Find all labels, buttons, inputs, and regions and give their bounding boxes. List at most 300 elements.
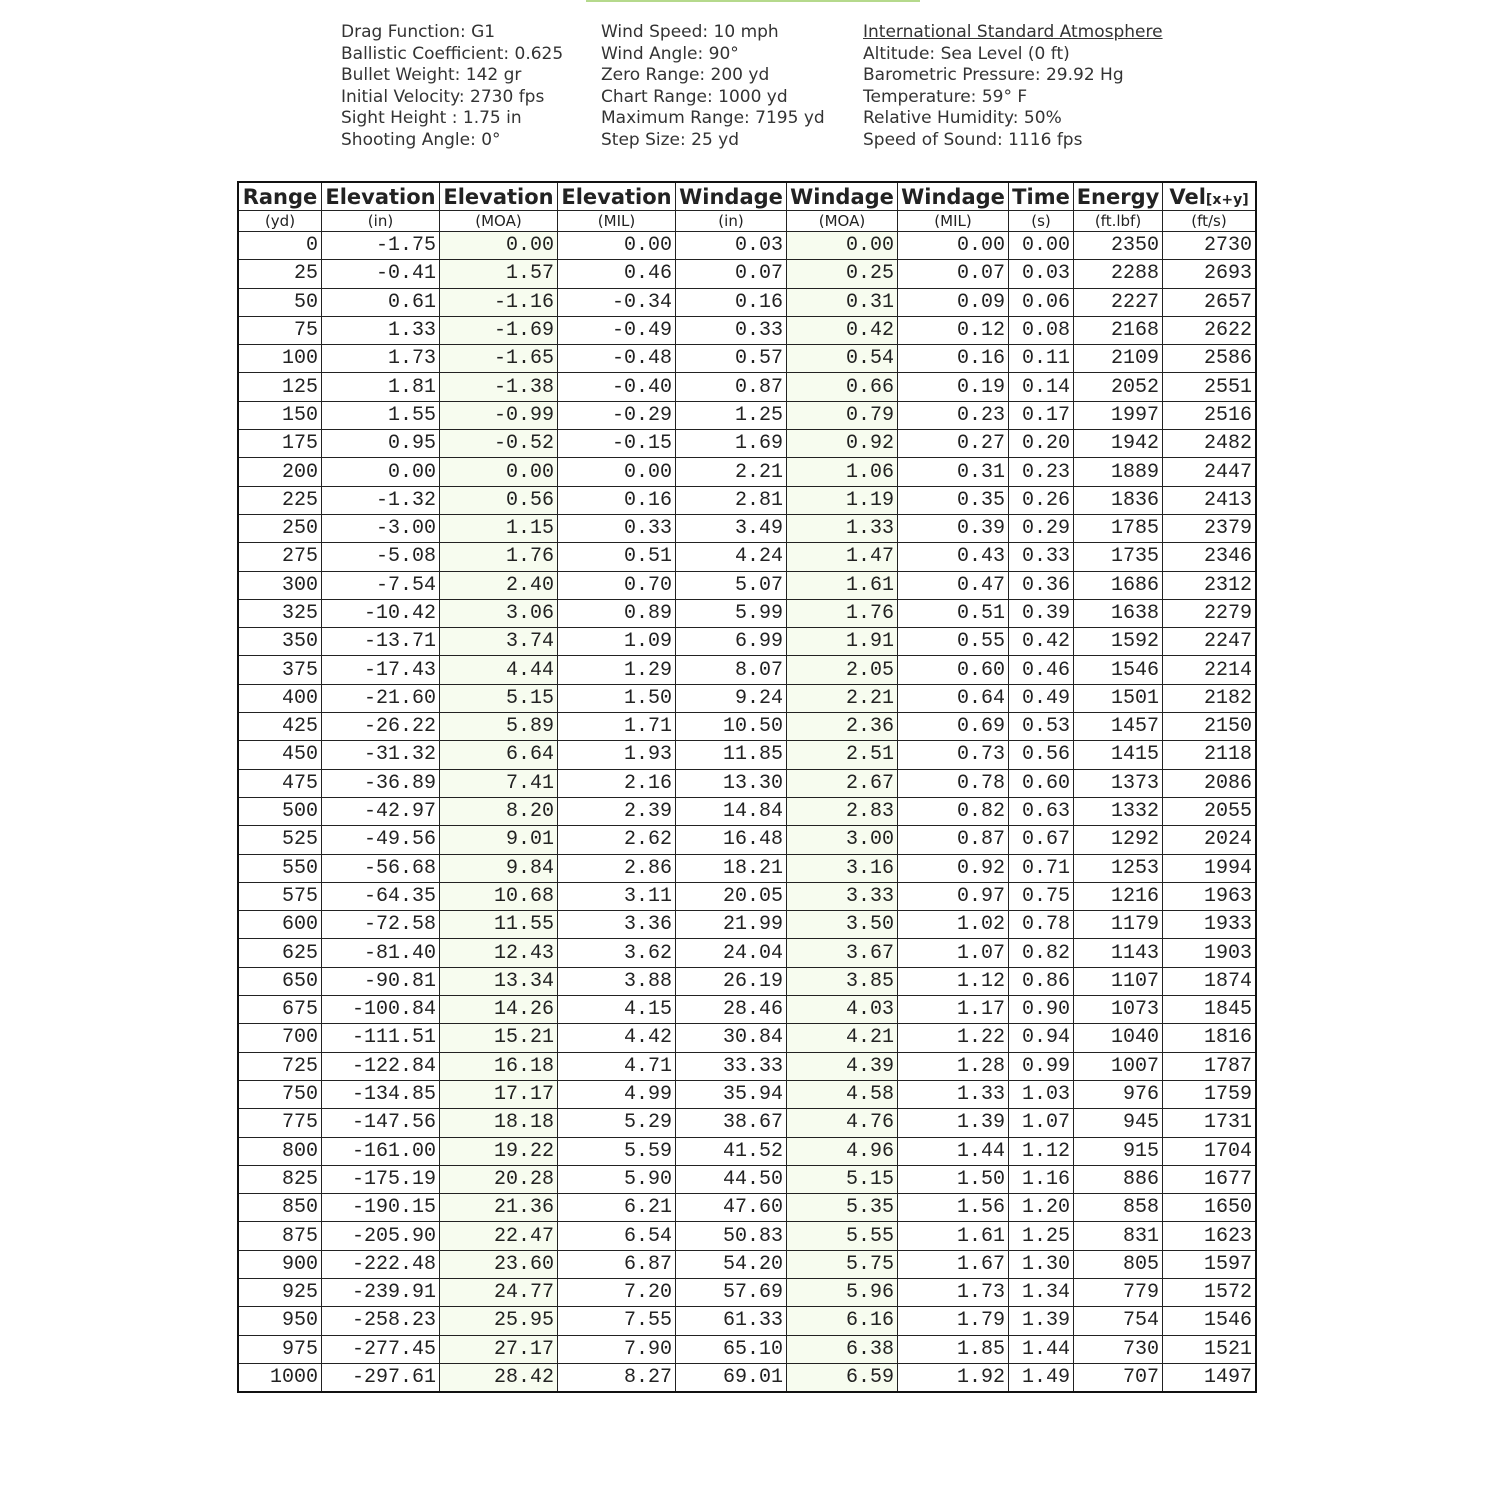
- cell-energy: 2227: [1074, 288, 1163, 316]
- unit-elevation-moa: (MOA): [440, 211, 558, 232]
- cell-range: 225: [238, 486, 322, 514]
- cell-elevation-moa: 3.74: [440, 628, 558, 656]
- cell-windage-mil: 1.85: [898, 1335, 1009, 1363]
- cell-energy: 1373: [1074, 769, 1163, 797]
- cell-velocity: 1933: [1163, 911, 1257, 939]
- cell-time: 0.75: [1009, 882, 1074, 910]
- cell-windage-moa: 2.83: [787, 797, 898, 825]
- cell-elevation-mil: 4.15: [558, 996, 676, 1024]
- table-row: [238, 1250, 1256, 1278]
- cell-windage-in: 54.20: [676, 1250, 787, 1278]
- cell-time: 0.03: [1009, 260, 1074, 288]
- cell-elevation-mil: 4.42: [558, 1024, 676, 1052]
- table-row: [238, 486, 1256, 514]
- cell-elevation-mil: 0.51: [558, 543, 676, 571]
- cell-elevation-in: -3.00: [322, 514, 440, 542]
- cell-windage-moa: 1.61: [787, 571, 898, 599]
- cell-elevation-moa: -1.16: [440, 288, 558, 316]
- cell-elevation-mil: 2.16: [558, 769, 676, 797]
- table-row: [238, 571, 1256, 599]
- cell-elevation-in: -0.41: [322, 260, 440, 288]
- cell-range: 1000: [238, 1363, 322, 1392]
- param-sight-height: Sight Height : 1.75 in: [341, 108, 522, 129]
- cell-time: 1.07: [1009, 1109, 1074, 1137]
- atmosphere-title: International Standard Atmosphere: [863, 22, 1163, 42]
- cell-windage-moa: 3.16: [787, 854, 898, 882]
- cell-velocity: 2379: [1163, 514, 1257, 542]
- cell-elevation-in: -64.35: [322, 882, 440, 910]
- cell-range: 325: [238, 599, 322, 627]
- cell-windage-mil: 0.97: [898, 882, 1009, 910]
- param-drag-function: Drag Function: G1: [341, 22, 496, 42]
- cell-elevation-moa: 25.95: [440, 1307, 558, 1335]
- cell-time: 0.56: [1009, 741, 1074, 769]
- cell-elevation-in: -90.81: [322, 967, 440, 995]
- cell-windage-moa: 4.39: [787, 1052, 898, 1080]
- cell-energy: 1501: [1074, 684, 1163, 712]
- table-row: [238, 684, 1256, 712]
- cell-windage-mil: 0.07: [898, 260, 1009, 288]
- cell-windage-moa: 6.59: [787, 1363, 898, 1392]
- cell-time: 0.67: [1009, 826, 1074, 854]
- cell-elevation-in: 1.55: [322, 401, 440, 429]
- cell-windage-mil: 1.92: [898, 1363, 1009, 1392]
- unit-elevation-mil: (MIL): [558, 211, 676, 232]
- cell-range: 800: [238, 1137, 322, 1165]
- cell-energy: 1592: [1074, 628, 1163, 656]
- cell-windage-in: 0.57: [676, 345, 787, 373]
- cell-time: 0.94: [1009, 1024, 1074, 1052]
- cell-windage-mil: 0.09: [898, 288, 1009, 316]
- cell-elevation-in: -239.91: [322, 1278, 440, 1306]
- header-range: Range: [238, 182, 322, 211]
- table-row: [238, 826, 1256, 854]
- cell-elevation-moa: 7.41: [440, 769, 558, 797]
- cell-energy: 2109: [1074, 345, 1163, 373]
- cell-velocity: 2622: [1163, 316, 1257, 344]
- cell-windage-moa: 3.33: [787, 882, 898, 910]
- cell-windage-in: 35.94: [676, 1080, 787, 1108]
- cell-elevation-in: -147.56: [322, 1109, 440, 1137]
- cell-energy: 1546: [1074, 656, 1163, 684]
- cell-elevation-in: -1.75: [322, 232, 440, 260]
- cell-windage-mil: 1.79: [898, 1307, 1009, 1335]
- cell-windage-in: 3.49: [676, 514, 787, 542]
- top-accent-bar: [586, 0, 920, 2]
- cell-time: 0.60: [1009, 769, 1074, 797]
- cell-energy: 2168: [1074, 316, 1163, 344]
- cell-elevation-moa: 1.15: [440, 514, 558, 542]
- cell-elevation-mil: 5.29: [558, 1109, 676, 1137]
- cell-velocity: 1572: [1163, 1278, 1257, 1306]
- param-ballistic-coefficient: Ballistic Coefficient: 0.625: [341, 43, 564, 64]
- header-elevation-mil: Elevation: [558, 182, 676, 211]
- cell-elevation-mil: 3.11: [558, 882, 676, 910]
- table-row: [238, 514, 1256, 542]
- cell-elevation-mil: -0.40: [558, 373, 676, 401]
- cell-windage-in: 9.24: [676, 684, 787, 712]
- cell-elevation-mil: 2.62: [558, 826, 676, 854]
- cell-velocity: 1546: [1163, 1307, 1257, 1335]
- cell-time: 0.17: [1009, 401, 1074, 429]
- cell-windage-mil: 1.22: [898, 1024, 1009, 1052]
- cell-elevation-moa: 9.01: [440, 826, 558, 854]
- cell-windage-moa: 1.06: [787, 458, 898, 486]
- cell-windage-moa: 0.79: [787, 401, 898, 429]
- table-row: [238, 232, 1256, 260]
- cell-time: 1.34: [1009, 1278, 1074, 1306]
- cell-range: 900: [238, 1250, 322, 1278]
- cell-windage-moa: 1.19: [787, 486, 898, 514]
- param-relative-humidity: Relative Humidity: 50%: [863, 108, 1062, 129]
- cell-elevation-in: -111.51: [322, 1024, 440, 1052]
- cell-range: 725: [238, 1052, 322, 1080]
- cell-windage-moa: 2.67: [787, 769, 898, 797]
- cell-elevation-moa: 4.44: [440, 656, 558, 684]
- ballistic-parameters: [341, 22, 1193, 152]
- cell-windage-in: 2.21: [676, 458, 787, 486]
- cell-energy: 1889: [1074, 458, 1163, 486]
- cell-windage-moa: 6.16: [787, 1307, 898, 1335]
- cell-elevation-moa: 16.18: [440, 1052, 558, 1080]
- table-body: [238, 232, 1256, 1393]
- cell-windage-in: 61.33: [676, 1307, 787, 1335]
- cell-windage-moa: 4.96: [787, 1137, 898, 1165]
- cell-elevation-moa: 12.43: [440, 939, 558, 967]
- param-initial-velocity: Initial Velocity: 2730 fps: [341, 86, 545, 107]
- table-row: [238, 430, 1256, 458]
- cell-elevation-mil: 0.70: [558, 571, 676, 599]
- cell-energy: 886: [1074, 1165, 1163, 1193]
- cell-velocity: 1845: [1163, 996, 1257, 1024]
- param-temperature: Temperature: 59° F: [863, 86, 1028, 107]
- cell-range: 525: [238, 826, 322, 854]
- cell-time: 0.11: [1009, 345, 1074, 373]
- cell-elevation-mil: 6.87: [558, 1250, 676, 1278]
- cell-time: 0.82: [1009, 939, 1074, 967]
- cell-time: 0.08: [1009, 316, 1074, 344]
- cell-velocity: 1994: [1163, 854, 1257, 882]
- cell-time: 0.00: [1009, 232, 1074, 260]
- cell-windage-moa: 2.05: [787, 656, 898, 684]
- cell-time: 0.33: [1009, 543, 1074, 571]
- cell-elevation-moa: -0.99: [440, 401, 558, 429]
- cell-windage-mil: 1.02: [898, 911, 1009, 939]
- cell-velocity: 2346: [1163, 543, 1257, 571]
- cell-elevation-moa: 6.64: [440, 741, 558, 769]
- cell-velocity: 2118: [1163, 741, 1257, 769]
- table-row: [238, 741, 1256, 769]
- table-row: [238, 967, 1256, 995]
- cell-time: 0.20: [1009, 430, 1074, 458]
- cell-time: 1.12: [1009, 1137, 1074, 1165]
- cell-range: 250: [238, 514, 322, 542]
- table-row: [238, 599, 1256, 627]
- cell-windage-in: 41.52: [676, 1137, 787, 1165]
- cell-elevation-mil: 0.00: [558, 458, 676, 486]
- unit-energy: (ft.lbf): [1074, 211, 1163, 232]
- unit-time: (s): [1009, 211, 1074, 232]
- cell-energy: 2350: [1074, 232, 1163, 260]
- cell-time: 1.20: [1009, 1194, 1074, 1222]
- cell-time: 1.49: [1009, 1363, 1074, 1392]
- cell-elevation-in: -134.85: [322, 1080, 440, 1108]
- header-windage-mil: Windage: [898, 182, 1009, 211]
- cell-elevation-mil: 4.99: [558, 1080, 676, 1108]
- cell-elevation-in: -100.84: [322, 996, 440, 1024]
- cell-elevation-in: -36.89: [322, 769, 440, 797]
- cell-range: 925: [238, 1278, 322, 1306]
- cell-windage-mil: 0.31: [898, 458, 1009, 486]
- cell-energy: 945: [1074, 1109, 1163, 1137]
- cell-windage-moa: 4.58: [787, 1080, 898, 1108]
- cell-windage-mil: 0.78: [898, 769, 1009, 797]
- cell-elevation-mil: 7.55: [558, 1307, 676, 1335]
- cell-elevation-moa: 13.34: [440, 967, 558, 995]
- unit-windage-mil: (MIL): [898, 211, 1009, 232]
- cell-elevation-moa: 1.57: [440, 260, 558, 288]
- cell-elevation-mil: 3.88: [558, 967, 676, 995]
- cell-time: 0.06: [1009, 288, 1074, 316]
- cell-range: 500: [238, 797, 322, 825]
- cell-windage-mil: 0.82: [898, 797, 1009, 825]
- cell-range: 300: [238, 571, 322, 599]
- cell-windage-mil: 1.12: [898, 967, 1009, 995]
- param-maximum-range: Maximum Range: 7195 yd: [601, 108, 825, 129]
- cell-velocity: 2551: [1163, 373, 1257, 401]
- cell-elevation-in: -161.00: [322, 1137, 440, 1165]
- cell-windage-in: 47.60: [676, 1194, 787, 1222]
- cell-elevation-moa: 19.22: [440, 1137, 558, 1165]
- cell-elevation-in: -205.90: [322, 1222, 440, 1250]
- cell-time: 0.53: [1009, 713, 1074, 741]
- cell-range: 650: [238, 967, 322, 995]
- cell-elevation-in: 1.33: [322, 316, 440, 344]
- cell-elevation-mil: 5.90: [558, 1165, 676, 1193]
- cell-time: 1.03: [1009, 1080, 1074, 1108]
- cell-energy: 1836: [1074, 486, 1163, 514]
- cell-range: 825: [238, 1165, 322, 1193]
- cell-elevation-in: 0.00: [322, 458, 440, 486]
- cell-elevation-moa: 24.77: [440, 1278, 558, 1306]
- table-row: [238, 1137, 1256, 1165]
- cell-velocity: 1759: [1163, 1080, 1257, 1108]
- wind-range-params: [601, 22, 863, 152]
- cell-elevation-in: -21.60: [322, 684, 440, 712]
- cell-windage-in: 57.69: [676, 1278, 787, 1306]
- table-row: [238, 797, 1256, 825]
- cell-elevation-moa: 9.84: [440, 854, 558, 882]
- cell-elevation-in: -26.22: [322, 713, 440, 741]
- table-row: [238, 939, 1256, 967]
- cell-range: 575: [238, 882, 322, 910]
- cell-range: 100: [238, 345, 322, 373]
- cell-windage-mil: 0.87: [898, 826, 1009, 854]
- cell-windage-in: 1.25: [676, 401, 787, 429]
- cell-windage-moa: 0.31: [787, 288, 898, 316]
- cell-elevation-in: -31.32: [322, 741, 440, 769]
- cell-windage-moa: 3.67: [787, 939, 898, 967]
- cell-energy: 779: [1074, 1278, 1163, 1306]
- cell-elevation-mil: 0.00: [558, 232, 676, 260]
- cell-elevation-moa: 15.21: [440, 1024, 558, 1052]
- cell-elevation-mil: 6.54: [558, 1222, 676, 1250]
- cell-elevation-moa: 22.47: [440, 1222, 558, 1250]
- cell-windage-moa: 6.38: [787, 1335, 898, 1363]
- cell-velocity: 1704: [1163, 1137, 1257, 1165]
- cell-velocity: 2730: [1163, 232, 1257, 260]
- cell-velocity: 2182: [1163, 684, 1257, 712]
- cell-windage-in: 0.07: [676, 260, 787, 288]
- cell-windage-mil: 1.50: [898, 1165, 1009, 1193]
- cell-velocity: 2586: [1163, 345, 1257, 373]
- cell-windage-mil: 1.61: [898, 1222, 1009, 1250]
- cell-energy: 1007: [1074, 1052, 1163, 1080]
- cell-energy: 1415: [1074, 741, 1163, 769]
- cell-velocity: 1650: [1163, 1194, 1257, 1222]
- cell-range: 275: [238, 543, 322, 571]
- cell-energy: 1253: [1074, 854, 1163, 882]
- cell-energy: 1686: [1074, 571, 1163, 599]
- cell-elevation-mil: 7.20: [558, 1278, 676, 1306]
- cell-velocity: 2693: [1163, 260, 1257, 288]
- cell-windage-mil: 1.28: [898, 1052, 1009, 1080]
- cell-velocity: 2312: [1163, 571, 1257, 599]
- table-row: [238, 911, 1256, 939]
- cell-windage-mil: 0.35: [898, 486, 1009, 514]
- cell-velocity: 1874: [1163, 967, 1257, 995]
- cell-windage-moa: 3.00: [787, 826, 898, 854]
- cell-elevation-mil: 6.21: [558, 1194, 676, 1222]
- table-row: [238, 1194, 1256, 1222]
- table-row: [238, 288, 1256, 316]
- cell-elevation-in: -258.23: [322, 1307, 440, 1335]
- cell-windage-in: 65.10: [676, 1335, 787, 1363]
- cell-windage-in: 50.83: [676, 1222, 787, 1250]
- cell-velocity: 2214: [1163, 656, 1257, 684]
- cell-energy: 2052: [1074, 373, 1163, 401]
- cell-windage-in: 11.85: [676, 741, 787, 769]
- cell-windage-moa: 5.75: [787, 1250, 898, 1278]
- cell-elevation-mil: 4.71: [558, 1052, 676, 1080]
- cell-windage-moa: 3.50: [787, 911, 898, 939]
- cell-velocity: 2413: [1163, 486, 1257, 514]
- cell-range: 850: [238, 1194, 322, 1222]
- unit-windage-in: (in): [676, 211, 787, 232]
- cell-velocity: 1816: [1163, 1024, 1257, 1052]
- ballistics-table: [237, 181, 1257, 1393]
- table-row: [238, 316, 1256, 344]
- cell-windage-moa: 5.96: [787, 1278, 898, 1306]
- cell-elevation-in: -175.19: [322, 1165, 440, 1193]
- cell-velocity: 1903: [1163, 939, 1257, 967]
- cell-windage-in: 21.99: [676, 911, 787, 939]
- cell-time: 1.39: [1009, 1307, 1074, 1335]
- cell-range: 750: [238, 1080, 322, 1108]
- cell-energy: 1040: [1074, 1024, 1163, 1052]
- cell-elevation-mil: -0.29: [558, 401, 676, 429]
- cell-energy: 754: [1074, 1307, 1163, 1335]
- cell-velocity: 1963: [1163, 882, 1257, 910]
- cell-elevation-mil: 2.39: [558, 797, 676, 825]
- cell-range: 700: [238, 1024, 322, 1052]
- cell-energy: 976: [1074, 1080, 1163, 1108]
- cell-time: 0.90: [1009, 996, 1074, 1024]
- cell-windage-mil: 0.60: [898, 656, 1009, 684]
- cell-windage-in: 0.87: [676, 373, 787, 401]
- table-row: [238, 458, 1256, 486]
- cell-elevation-moa: 20.28: [440, 1165, 558, 1193]
- cell-windage-moa: 5.15: [787, 1165, 898, 1193]
- cell-elevation-in: -1.32: [322, 486, 440, 514]
- cell-windage-mil: 1.39: [898, 1109, 1009, 1137]
- cell-windage-mil: 0.43: [898, 543, 1009, 571]
- cell-elevation-moa: 23.60: [440, 1250, 558, 1278]
- cell-windage-mil: 0.23: [898, 401, 1009, 429]
- cell-windage-in: 4.24: [676, 543, 787, 571]
- cell-windage-in: 5.99: [676, 599, 787, 627]
- cell-elevation-mil: 7.90: [558, 1335, 676, 1363]
- cell-windage-in: 20.05: [676, 882, 787, 910]
- cell-range: 0: [238, 232, 322, 260]
- table-row: [238, 1080, 1256, 1108]
- cell-range: 975: [238, 1335, 322, 1363]
- cell-windage-mil: 0.12: [898, 316, 1009, 344]
- cell-elevation-mil: -0.15: [558, 430, 676, 458]
- cell-elevation-in: -7.54: [322, 571, 440, 599]
- table-row: [238, 882, 1256, 910]
- cell-elevation-mil: -0.48: [558, 345, 676, 373]
- table-row: [238, 656, 1256, 684]
- cell-velocity: 2024: [1163, 826, 1257, 854]
- cell-elevation-moa: 0.00: [440, 232, 558, 260]
- cell-windage-mil: 0.51: [898, 599, 1009, 627]
- header-velocity: [1163, 182, 1257, 211]
- param-chart-range: Chart Range: 1000 yd: [601, 86, 788, 107]
- param-zero-range: Zero Range: 200 yd: [601, 65, 770, 86]
- cell-time: 0.71: [1009, 854, 1074, 882]
- cell-elevation-in: -81.40: [322, 939, 440, 967]
- cell-elevation-moa: 28.42: [440, 1363, 558, 1392]
- cell-energy: 1735: [1074, 543, 1163, 571]
- table-row: [238, 854, 1256, 882]
- cell-windage-mil: 0.47: [898, 571, 1009, 599]
- cell-energy: 1457: [1074, 713, 1163, 741]
- cell-windage-in: 33.33: [676, 1052, 787, 1080]
- table-row: [238, 543, 1256, 571]
- cell-range: 425: [238, 713, 322, 741]
- cell-windage-in: 6.99: [676, 628, 787, 656]
- cell-range: 550: [238, 854, 322, 882]
- header-windage-moa: Windage: [787, 182, 898, 211]
- cell-range: 875: [238, 1222, 322, 1250]
- unit-windage-moa: (MOA): [787, 211, 898, 232]
- cell-velocity: 2516: [1163, 401, 1257, 429]
- unit-range: (yd): [238, 211, 322, 232]
- cell-energy: 1216: [1074, 882, 1163, 910]
- cell-elevation-mil: 0.46: [558, 260, 676, 288]
- cell-windage-moa: 2.21: [787, 684, 898, 712]
- cell-elevation-moa: 0.00: [440, 458, 558, 486]
- cell-windage-in: 10.50: [676, 713, 787, 741]
- cell-elevation-moa: 1.76: [440, 543, 558, 571]
- cell-range: 675: [238, 996, 322, 1024]
- cell-elevation-moa: 27.17: [440, 1335, 558, 1363]
- table-row: [238, 1278, 1256, 1306]
- cell-windage-in: 44.50: [676, 1165, 787, 1193]
- cell-energy: 1292: [1074, 826, 1163, 854]
- cell-windage-mil: 0.19: [898, 373, 1009, 401]
